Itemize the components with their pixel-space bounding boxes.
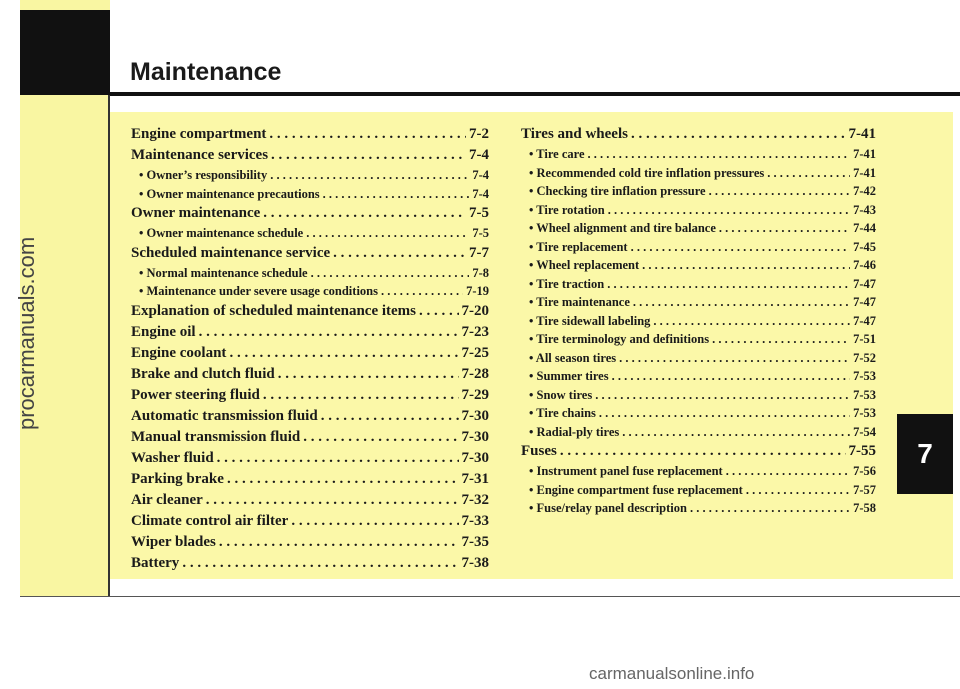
dot-leader [690,499,850,518]
dot-leader [182,553,458,574]
toc-entry[interactable] [131,364,489,385]
dot-leader [229,343,458,364]
toc-entry-title: • Tire maintenance [529,295,630,309]
toc-entry-page: 7-30 [461,407,489,424]
toc-entry-page: 7-54 [853,424,876,439]
toc-entry-title: Engine compartment [131,126,267,142]
toc-entry[interactable] [131,553,489,574]
toc-entry[interactable] [131,322,489,343]
toc-entry[interactable] [131,166,489,185]
toc-entry[interactable] [521,386,876,405]
toc-entry-title: • Summer tires [529,369,609,383]
dot-leader [631,238,851,257]
toc-entry-page: 7-41 [853,165,876,180]
toc-entry-title: Tires and wheels [521,126,628,142]
dot-leader [206,490,459,511]
toc-entry[interactable] [131,343,489,364]
toc-entry-title: • Wheel replacement [529,258,640,272]
toc-entry-page: 7-2 [469,126,489,142]
toc-entry-page: 7-42 [853,184,876,198]
toc-entry-title: • Instrument panel fuse replacement [529,464,723,478]
toc-entry-title: • Tire rotation [529,202,605,217]
toc-entry[interactable] [521,275,876,294]
dot-leader [726,462,850,481]
toc-left-column [131,124,489,574]
toc-entry-page: 7-53 [853,406,876,420]
toc-entry[interactable] [521,293,876,312]
toc-entry-title: • Owner’s responsibility [139,168,268,182]
toc-entry[interactable] [521,201,876,220]
dot-leader [219,532,459,553]
toc-entry-page: 7-5 [469,205,489,221]
toc-entry[interactable] [521,219,876,238]
toc-entry[interactable] [131,282,489,301]
dot-leader [227,469,459,490]
toc-entry-title: • Owner maintenance schedule [139,226,304,240]
dot-leader [767,164,850,183]
corner-block [20,10,110,95]
toc-entry-title: • Tire terminology and definitions [529,332,710,346]
chapter-tab[interactable]: 7 [897,414,953,494]
toc-entry-title: Engine oil [131,323,196,340]
toc-entry-title: • Tire sidewall labeling [529,313,651,328]
toc-entry[interactable] [521,145,876,164]
dot-leader [619,349,850,368]
dot-leader [642,256,850,275]
header-rule [110,92,960,96]
dot-leader [599,404,850,423]
toc-entry-page: 7-58 [853,501,876,515]
toc-entry-page: 7-30 [461,428,489,445]
toc-entry-page: 7-7 [469,244,489,261]
toc-entry[interactable] [131,448,489,469]
toc-entry[interactable] [131,532,489,553]
toc-entry-title: • Tire traction [529,276,605,291]
dot-leader [199,322,459,343]
toc-entry-title: Wiper blades [131,533,216,550]
toc-entry[interactable] [131,490,489,511]
dot-leader [595,386,850,405]
toc-entry[interactable] [521,124,876,145]
toc-entry-page: 7-28 [461,365,489,382]
toc-entry-title: Maintenance services [131,147,269,163]
dot-leader [333,243,466,264]
toc-entry[interactable] [521,164,876,183]
toc-entry-page: 7-32 [461,491,489,508]
toc-entry-title: • Normal maintenance schedule [139,265,308,280]
toc-entry-page: 7-29 [461,386,489,403]
dot-leader [712,330,850,349]
toc-entry-title: • Checking tire inflation pressure [529,184,706,198]
dot-leader [653,312,850,331]
toc-entry[interactable] [131,406,489,427]
dot-leader [746,481,850,500]
dot-leader [217,448,459,469]
toc-entry-title: Owner maintenance [131,205,261,221]
toc-entry-title: • Recommended cold tire inflation pressures [529,165,765,180]
toc-entry-page: 7-31 [461,470,489,487]
toc-entry-title: • Snow tires [529,387,593,402]
toc-entry[interactable] [131,145,489,166]
bottom-watermark: carmanualsonline.info [589,664,755,683]
toc-entry-page: 7-53 [853,369,876,383]
dot-leader [709,182,850,201]
toc-entry-page: 7-51 [853,332,876,346]
dot-leader [608,201,850,220]
dot-leader [306,224,469,243]
toc-entry-title: Climate control air filter [131,512,289,529]
toc-entry[interactable] [521,441,876,462]
toc-entry-page: 7-23 [461,323,489,340]
toc-entry-title: • Tire chains [529,406,596,420]
toc-entry-page: 7-56 [853,464,876,478]
dot-leader [321,406,459,427]
dot-leader [271,145,466,166]
toc-entry-page: 7-41 [848,126,876,142]
toc-entry-title: • Owner maintenance precautions [139,186,320,201]
toc-entry[interactable] [131,469,489,490]
dot-leader [270,166,469,185]
dot-leader [419,301,458,322]
toc-entry[interactable] [131,427,489,448]
toc-entry[interactable] [521,499,876,518]
dot-leader [612,367,850,386]
toc-entry-title: Power steering fluid [131,386,260,403]
toc-entry[interactable] [521,238,876,257]
toc-entry[interactable] [521,182,876,201]
toc-entry[interactable] [131,203,489,224]
toc-entry-title: • Wheel alignment and tire balance [529,221,716,235]
dot-leader [303,427,458,448]
toc-entry[interactable] [521,404,876,423]
toc-entry-title: • Radial-ply tires [529,424,620,439]
dot-leader [560,441,846,462]
side-watermark-text: procarmanuals.com [14,236,39,430]
toc-entry-page: 7-53 [853,387,876,402]
toc-entry-page: 7-43 [853,202,876,217]
toc-entry[interactable] [131,185,489,204]
toc-entry-title: Parking brake [131,470,224,487]
toc-entry-page: 7-35 [461,533,489,550]
toc-entry[interactable] [521,349,876,368]
bottom-rule [20,596,960,597]
dot-leader [311,264,470,283]
dot-leader [278,364,459,385]
dot-leader [719,219,850,238]
toc-entry-page: 7-46 [853,258,876,272]
toc-entry-page: 7-4 [472,168,489,182]
toc-entry-page: 7-45 [853,239,876,254]
toc-entry[interactable] [131,124,489,145]
toc-entry[interactable] [521,312,876,331]
toc-entry-page: 7-30 [461,449,489,466]
toc-entry-page: 7-44 [853,221,876,235]
toc-entry-title: • Tire care [529,147,585,161]
toc-entry-title: • Engine compartment fuse replacement [529,482,743,497]
toc-entry[interactable] [521,330,876,349]
toc-right-column [521,124,876,518]
toc-entry[interactable] [521,481,876,500]
toc-entry-page: 7-55 [848,443,876,459]
dot-leader [588,145,851,164]
toc-entry-title: • All season tires [529,350,617,365]
toc-entry-page: 7-8 [472,265,489,280]
dot-leader [381,282,463,301]
toc-entry-title: Automatic transmission fluid [131,407,318,424]
toc-entry[interactable] [131,264,489,283]
dot-leader [633,293,850,312]
dot-leader [269,124,466,145]
toc-entry-page: 7-47 [853,295,876,309]
toc-entry-page: 7-33 [461,512,489,529]
page-title: Maintenance [130,58,282,86]
toc-entry[interactable] [131,301,489,322]
toc-entry-title: Manual transmission fluid [131,428,301,445]
dot-leader [622,423,850,442]
toc-entry-title: • Fuse/relay panel description [529,501,687,515]
toc-entry[interactable] [521,256,876,275]
toc-entry-title: Battery [131,554,180,571]
toc-entry-page: 7-4 [472,186,489,201]
toc-entry-page: 7-4 [469,147,489,163]
toc-entry-title: Engine coolant [131,344,227,361]
toc-entry[interactable] [521,423,876,442]
toc-entry-title: • Maintenance under severe usage conditions [139,284,378,298]
toc-entry-title: Explanation of scheduled maintenance items [131,302,417,319]
toc-entry[interactable] [131,224,489,243]
toc-entry-page: 7-19 [466,284,489,298]
toc-entry-title: Washer fluid [131,449,214,466]
dot-leader [631,124,846,145]
toc-entry-page: 7-47 [853,313,876,328]
dot-leader [263,203,466,224]
toc-entry-page: 7-5 [472,226,489,240]
toc-entry-title: Fuses [521,443,557,459]
toc-entry-page: 7-41 [853,147,876,161]
dot-leader [607,275,850,294]
dot-leader [323,185,470,204]
toc-entry-page: 7-38 [461,554,489,571]
toc-entry-title: Scheduled maintenance service [131,244,331,261]
toc-entry-page: 7-20 [461,302,489,319]
toc-entry[interactable] [521,462,876,481]
dot-leader [263,385,459,406]
toc-entry-page: 7-25 [461,344,489,361]
toc-entry-page: 7-47 [853,276,876,291]
toc-entry[interactable] [131,385,489,406]
toc-entry[interactable] [131,243,489,264]
toc-entry-title: Air cleaner [131,491,203,508]
toc-entry[interactable] [521,367,876,386]
toc-entry-page: 7-52 [853,350,876,365]
toc-entry-page: 7-57 [853,482,876,497]
toc-entry-title: • Tire replacement [529,239,628,254]
toc-entry-title: Brake and clutch fluid [131,365,275,382]
dot-leader [291,511,458,532]
toc-entry[interactable] [131,511,489,532]
